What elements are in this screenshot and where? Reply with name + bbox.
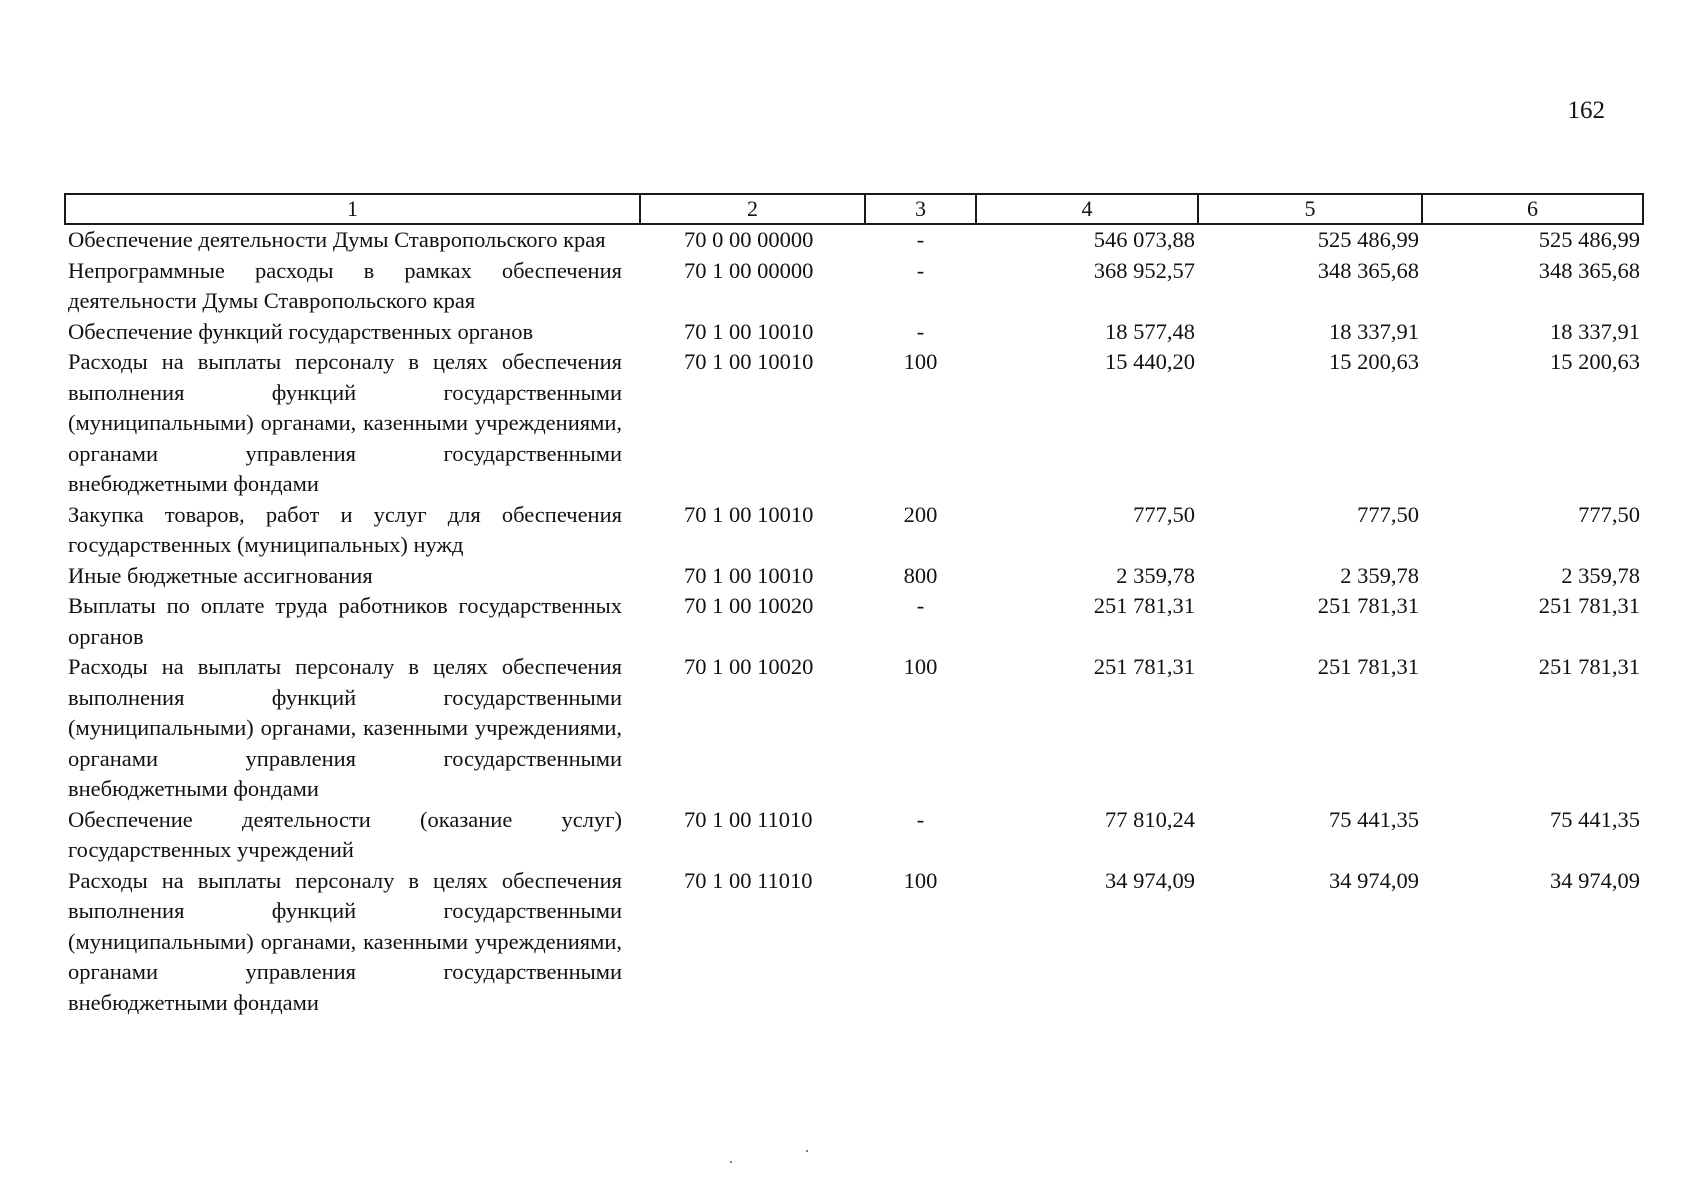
- row-code-cell: 70 0 00 00000: [684, 227, 814, 252]
- header-cell-col-4: 4: [976, 194, 1198, 224]
- row-amount-col-6: 34 974,09: [1550, 867, 1640, 893]
- row-amount-col-4: 2 359,78: [1116, 562, 1195, 588]
- row-amount-col-5: 2 359,78: [1340, 562, 1419, 588]
- row-code-cell: 70 1 00 10010: [684, 501, 814, 527]
- header-cell-col-5: 5: [1198, 194, 1422, 224]
- row-name-cell: Закупка товаров, работ и услуг для обеспечения государственных (муниципальных) нужд: [68, 501, 622, 557]
- row-amount-col-5: 75 441,35: [1329, 806, 1419, 832]
- row-code-cell: 70 1 00 10020: [684, 654, 814, 679]
- row-amount-col-6: 251 781,31: [1538, 593, 1640, 618]
- row-amount-col-6: 2 359,78: [1561, 562, 1640, 588]
- row-amount-col-6: 251 781,31: [1538, 654, 1640, 679]
- row-amount-col-5: 251 781,31: [1317, 593, 1419, 618]
- row-amount-col-6: 348 365,68: [1538, 257, 1640, 283]
- row-amount-col-4: 77 810,24: [1105, 806, 1195, 832]
- row-amount-col-4: 368 952,57: [1093, 257, 1195, 283]
- row-name-cell: Обеспечение деятельности Думы Ставропольского края: [68, 227, 606, 252]
- row-code-cell: 70 1 00 10020: [684, 593, 814, 618]
- row-name-cell: Обеспечение функций государственных органов: [68, 318, 534, 344]
- row-amount-col-5: 18 337,91: [1329, 318, 1419, 344]
- row-amount-col-5: 34 974,09: [1329, 867, 1419, 893]
- row-amount-col-5: 777,50: [1357, 501, 1419, 527]
- row-code-cell: 70 1 00 11010: [684, 806, 813, 832]
- row-expense-type-cell: 800: [903, 562, 938, 588]
- row-code-cell: 70 1 00 00000: [684, 257, 814, 283]
- row-name-cell: Расходы на выплаты персоналу в целях обеспечения выполнения функций государственными (муниципальными) органами, казенными учреждениями, органами управления государственными внебюджетными фондами: [68, 349, 622, 496]
- row-amount-col-6: 15 200,63: [1550, 349, 1640, 374]
- budget-table: [64, 193, 1644, 1018]
- row-code-cell: 70 1 00 11010: [684, 867, 813, 893]
- table-row: [65, 805, 1643, 866]
- row-amount-col-6: 777,50: [1578, 501, 1640, 527]
- row-name-cell: Расходы на выплаты персоналу в целях обеспечения выполнения функций государственными (муниципальными) органами, казенными учреждениями, органами управления государственными внебюджетными фондами: [68, 654, 622, 801]
- row-name-cell: Обеспечение деятельности (оказание услуг) государственных учреждений: [68, 806, 622, 862]
- row-name-cell: Расходы на выплаты персоналу в целях обеспечения выполнения функций государственными (муниципальными) органами, казенными учреждениями, органами управления государственными внебюджетными фондами: [68, 867, 622, 1015]
- row-expense-type-cell: 100: [903, 654, 938, 679]
- row-expense-type-cell: 100: [903, 867, 938, 893]
- header-cell-col-1: 1: [65, 194, 640, 224]
- table-body: [65, 224, 1643, 1018]
- scan-speck: [806, 1150, 808, 1152]
- row-amount-col-5: 15 200,63: [1329, 349, 1419, 374]
- scan-speck: [730, 1161, 732, 1163]
- table-row: [65, 866, 1643, 1019]
- table-row: [65, 224, 1643, 256]
- row-expense-type-cell: 100: [903, 349, 938, 374]
- table-row: [65, 347, 1643, 500]
- table-row: [65, 500, 1643, 561]
- row-code-cell: 70 1 00 10010: [684, 562, 814, 588]
- table-row: [65, 561, 1643, 592]
- row-amount-col-5: 348 365,68: [1317, 257, 1419, 283]
- row-amount-col-4: 777,50: [1133, 501, 1195, 527]
- row-expense-type-cell: -: [916, 318, 925, 344]
- row-amount-col-6: 75 441,35: [1550, 806, 1640, 832]
- row-amount-col-4: 546 073,88: [1093, 227, 1195, 252]
- table-header: [65, 194, 1643, 224]
- row-amount-col-4: 34 974,09: [1105, 867, 1195, 893]
- row-amount-col-5: 525 486,99: [1317, 227, 1419, 252]
- table-row: [65, 591, 1643, 652]
- row-expense-type-cell: -: [916, 593, 925, 618]
- row-name-cell: Непрограммные расходы в рамках обеспечения деятельности Думы Ставропольского края: [68, 257, 622, 313]
- table-row: [65, 256, 1643, 317]
- row-code-cell: 70 1 00 10010: [684, 349, 814, 374]
- row-amount-col-4: 251 781,31: [1093, 654, 1195, 679]
- row-amount-col-5: 251 781,31: [1317, 654, 1419, 679]
- row-amount-col-4: 15 440,20: [1105, 349, 1195, 374]
- row-expense-type-cell: -: [916, 257, 925, 283]
- row-amount-col-6: 525 486,99: [1538, 227, 1640, 252]
- page-number: 162: [1567, 97, 1605, 124]
- row-expense-type-cell: -: [916, 227, 925, 252]
- row-name-cell: Иные бюджетные ассигнования: [68, 562, 373, 588]
- header-row: [65, 194, 1643, 224]
- row-amount-col-4: 251 781,31: [1093, 593, 1195, 618]
- table-row: [65, 652, 1643, 805]
- row-name-cell: Выплаты по оплате труда работников государственных органов: [68, 593, 622, 649]
- row-expense-type-cell: -: [916, 806, 925, 832]
- row-amount-col-6: 18 337,91: [1550, 318, 1640, 344]
- header-cell-col-6: 6: [1422, 194, 1643, 224]
- header-cell-col-3: 3: [865, 194, 976, 224]
- table-row: [65, 317, 1643, 348]
- row-code-cell: 70 1 00 10010: [684, 318, 814, 344]
- header-cell-col-2: 2: [640, 194, 865, 224]
- row-expense-type-cell: 200: [903, 501, 938, 527]
- row-amount-col-4: 18 577,48: [1105, 318, 1195, 344]
